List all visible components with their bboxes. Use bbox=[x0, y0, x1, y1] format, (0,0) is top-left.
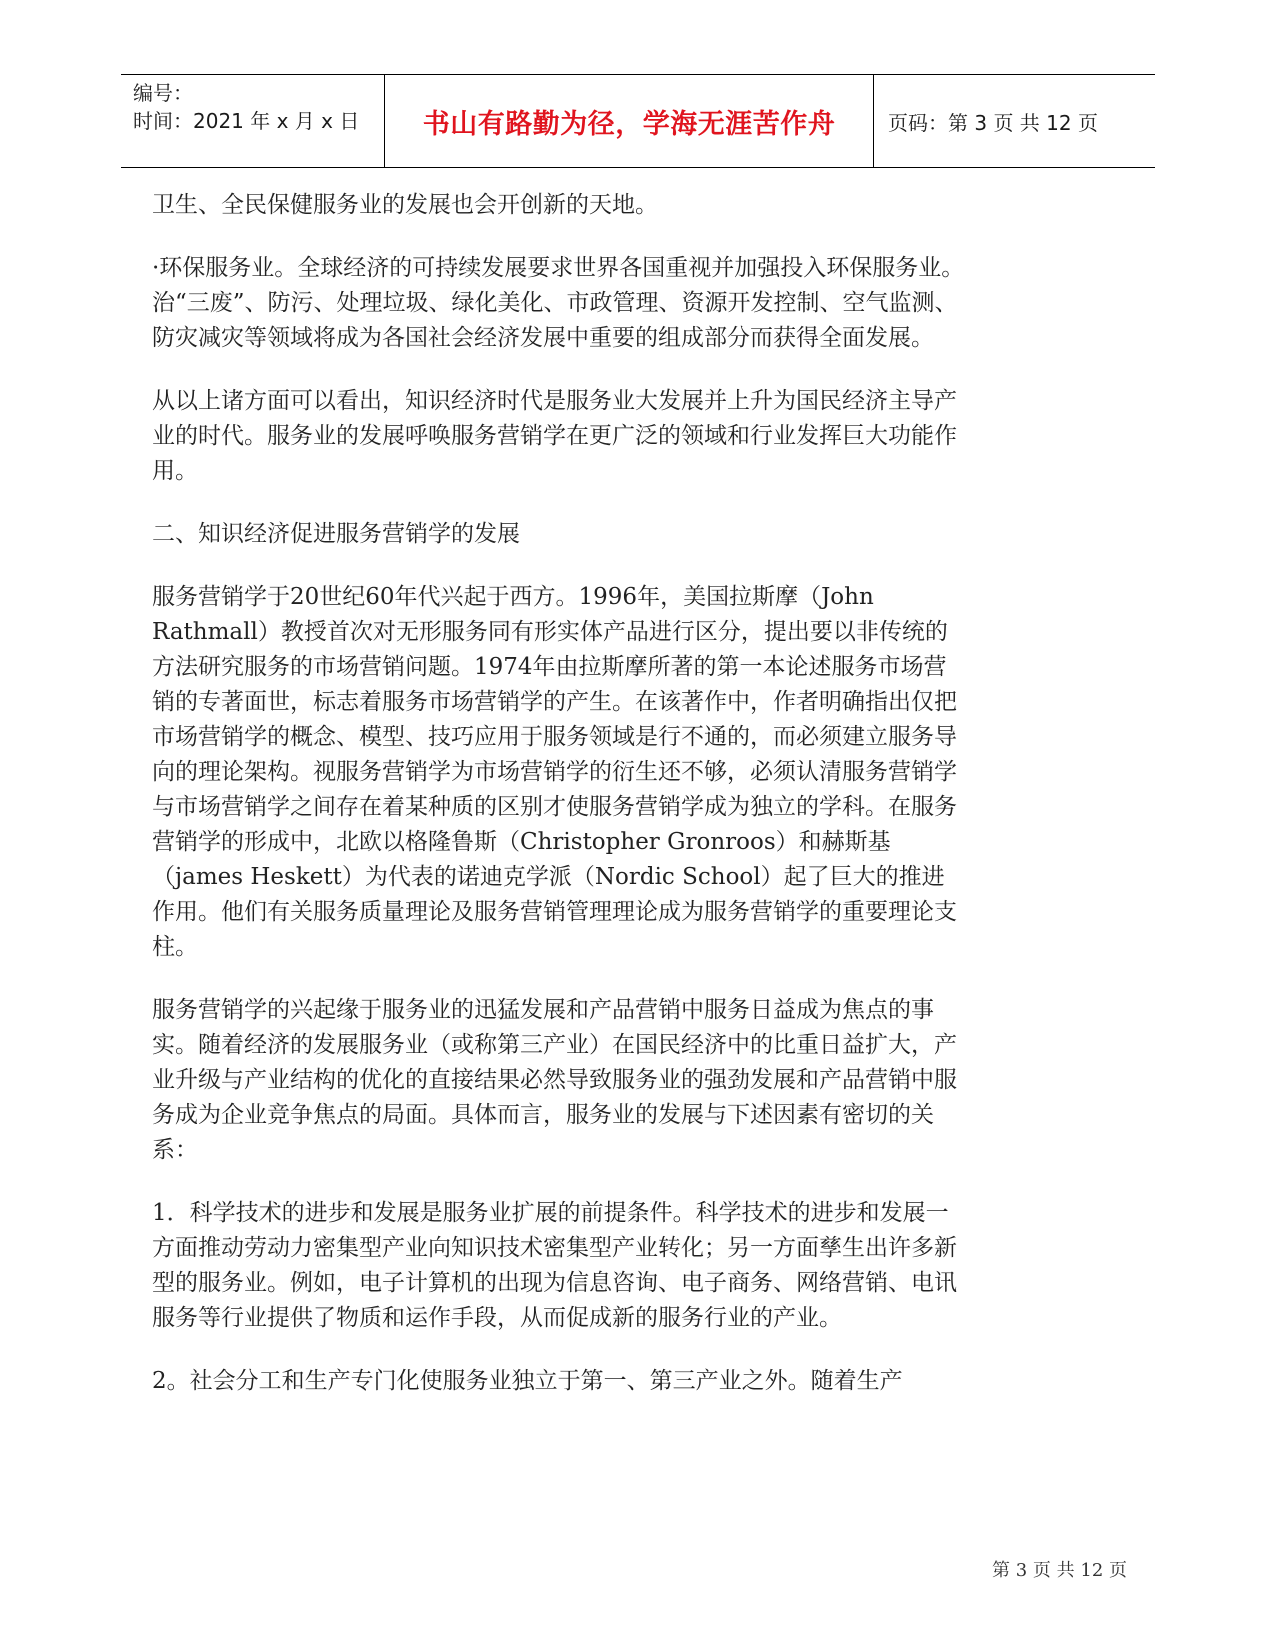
section-heading: 二、知识经济促进服务营销学的发展 bbox=[152, 521, 520, 547]
header-page-cell bbox=[874, 75, 1155, 167]
footer-page-number: 第 3 页 共 12 页 bbox=[992, 1560, 1127, 1581]
paragraph: ·环保服务业。全球经济的可持续发展要求世界各国重视并加强投入环保服务业。治“三废”、防污、处理垃圾、绿化美化、市政管理、资源开发控制、空气监测、防灾减灾等领域将成为各国社会经济发展中重要的组成部分而获得全面发展。 bbox=[152, 255, 965, 351]
document-body bbox=[152, 188, 967, 1427]
paragraph: 2。社会分工和生产专门化使服务业独立于第一、第三产业之外。随着生产 bbox=[152, 1368, 903, 1394]
paragraph: 服务营销学于20世纪60年代兴起于西方。1996年，美国拉斯摩（John Rathmall）教授首次对无形服务同有形实体产品进行区分，提出要以非传统的方法研究服务的市场营销问题。1974年由拉斯摩所著的第一本论述服务市场营销的专著面世，标志着服务市场营销学的产生。在该著作中，作者明确指出仅把市场营销学的概念、模型、技巧应用于服务领域是行不通的，而必须建立服务导向的理论架构。视服务营销学为市场营销学的衍生还不够，必须认清服务营销学与市场营销学之间存在着某种质的区别才使服务营销学成为独立的学科。在服务营销学的形成中，北欧以格隆鲁斯（Christopher Gronroos）和赫斯基（james Heskett）为代表的诺迪克学派（Nordic School）起了巨大的推进作用。他们有关服务质量理论及服务营销管理理论成为服务营销学的重要理论支柱。 bbox=[152, 584, 957, 960]
page-footer bbox=[992, 1556, 1127, 1582]
paragraph: 1．科学技术的进步和发展是服务业扩展的前提条件。科学技术的进步和发展一方面推动劳动力密集型产业向知识技术密集型产业转化；另一方面孳生出许多新型的服务业。例如，电子计算机的出现为信息咨询、电子商务、网络营销、电讯服务等行业提供了物质和运作手段，从而促成新的服务行业的产业。 bbox=[152, 1200, 957, 1331]
header-motto-cell bbox=[385, 75, 874, 167]
header-page-info: 页码：第 3 页 共 12 页 bbox=[888, 110, 1098, 135]
document-number-label: 编号： bbox=[133, 81, 193, 105]
paragraph: 从以上诸方面可以看出，知识经济时代是服务业大发展并上升为国民经济主导产业的时代。服务业的发展呼唤服务营销学在更广泛的领域和行业发挥巨大功能作用。 bbox=[152, 388, 957, 484]
header-motto: 书山有路勤为径，学海无涯苦作舟 bbox=[422, 108, 836, 140]
paragraph: 卫生、全民保健服务业的发展也会开创新的天地。 bbox=[152, 192, 658, 218]
header-meta-cell bbox=[121, 75, 385, 167]
document-header bbox=[121, 74, 1155, 168]
paragraph: 服务营销学的兴起缘于服务业的迅猛发展和产品营销中服务日益成为焦点的事实。随着经济的发展服务业（或称第三产业）在国民经济中的比重日益扩大，产业升级与产业结构的优化的直接结果必然导致服务业的强劲发展和产品营销中服务成为企业竞争焦点的局面。具体而言，服务业的发展与下述因素有密切的关系： bbox=[152, 997, 957, 1163]
document-time-label: 时间：2021 年 x 月 x 日 bbox=[133, 109, 360, 133]
